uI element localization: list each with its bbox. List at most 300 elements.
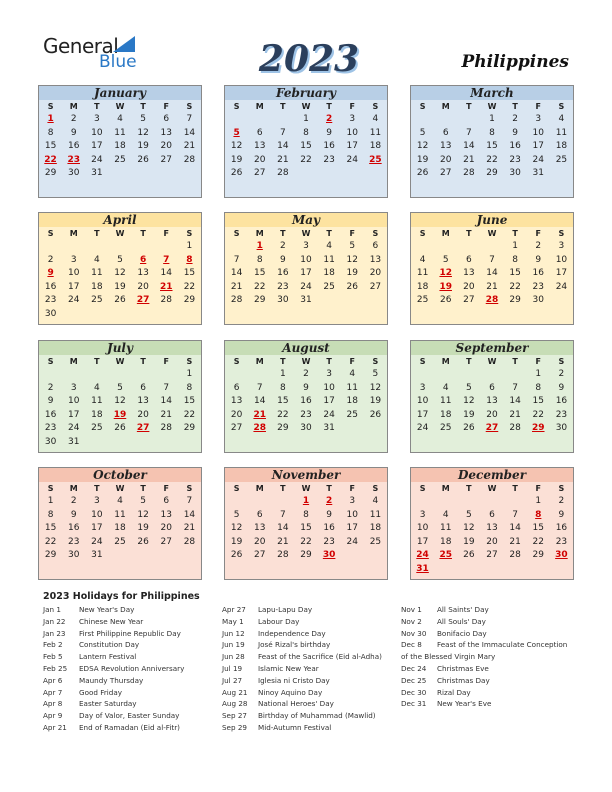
weekday-label: M <box>255 484 264 493</box>
holiday-name: Christmas Eve <box>437 663 489 673</box>
weekday-header <box>411 227 573 240</box>
empty-day-cell <box>411 113 434 127</box>
month-name: July <box>39 341 201 355</box>
day-cell: 1 <box>512 241 518 251</box>
holiday-day-cell: 21 <box>253 409 266 420</box>
day-cell: 26 <box>137 154 149 165</box>
day-cell: 4 <box>326 241 332 251</box>
weekday-label: F <box>349 102 355 111</box>
day-cell: 24 <box>346 536 358 547</box>
month-calendar <box>410 340 574 453</box>
weekday-label: T <box>512 357 518 366</box>
day-cell: 16 <box>323 523 335 534</box>
day-cell: 31 <box>67 436 80 447</box>
day-cell: 5 <box>140 114 146 124</box>
day-cell: 14 <box>509 523 521 534</box>
empty-day-cell <box>457 240 480 254</box>
weekday-header <box>225 355 387 368</box>
day-cell: 8 <box>303 509 309 520</box>
day-cell: 11 <box>323 254 335 265</box>
day-cell: 15 <box>509 268 521 279</box>
day-cell: 31 <box>91 550 103 561</box>
day-cell: 10 <box>91 509 103 520</box>
day-cell: 8 <box>186 382 193 393</box>
holiday-date: Dec 31 <box>401 699 427 709</box>
day-cell: 3 <box>70 382 77 393</box>
empty-day-cell <box>155 240 178 254</box>
weekday-label: W <box>115 102 125 111</box>
holiday-date: Jan 1 <box>43 605 61 614</box>
day-grid <box>225 368 387 436</box>
empty-day-cell <box>132 368 155 382</box>
weekday-label: M <box>441 229 450 238</box>
holiday-name: National Heroes' Day <box>258 699 334 709</box>
day-cell: 20 <box>137 409 149 420</box>
day-cell: 30 <box>509 168 521 179</box>
day-cell: 25 <box>416 295 429 306</box>
day-cell: 11 <box>369 509 382 520</box>
empty-day-cell <box>225 113 248 127</box>
day-cell: 15 <box>300 141 312 152</box>
day-cell: 22 <box>532 409 544 420</box>
holiday-row <box>222 604 402 616</box>
empty-day-cell <box>434 495 457 509</box>
day-cell: 3 <box>419 509 426 520</box>
day-cell: 13 <box>160 509 172 520</box>
day-cell: 10 <box>91 127 103 138</box>
day-cell: 10 <box>416 523 429 534</box>
day-cell: 8 <box>47 509 54 520</box>
holiday-day-cell: 19 <box>439 281 452 292</box>
day-cell: 11 <box>555 127 568 138</box>
day-cell: 30 <box>44 308 57 319</box>
year-title: 2023 <box>258 38 360 80</box>
weekday-label: W <box>487 484 497 493</box>
weekday-label: T <box>94 484 100 493</box>
day-cell: 24 <box>323 409 335 420</box>
day-cell: 26 <box>137 536 149 547</box>
weekday-label: S <box>47 229 54 238</box>
day-cell: 18 <box>91 409 103 420</box>
weekday-header <box>411 100 573 113</box>
day-cell: 4 <box>558 114 565 124</box>
day-cell: 12 <box>463 396 475 407</box>
weekday-label: F <box>163 484 169 493</box>
holiday-date: Jul 19 <box>222 663 243 673</box>
day-cell: 27 <box>253 550 266 561</box>
day-cell: 20 <box>463 281 475 292</box>
day-cell: 18 <box>439 409 452 420</box>
month-name: August <box>225 341 387 355</box>
day-cell: 24 <box>67 423 80 434</box>
weekday-label: F <box>349 357 355 366</box>
day-cell: 13 <box>369 254 382 265</box>
day-grid <box>225 240 387 308</box>
month-name: December <box>411 468 573 482</box>
weekday-label: W <box>487 229 497 238</box>
holiday-row <box>43 698 223 710</box>
day-cell: 4 <box>372 114 379 124</box>
weekday-label: S <box>419 357 426 366</box>
day-cell: 8 <box>256 254 263 265</box>
holiday-name: Lapu-Lapu Day <box>258 605 313 614</box>
day-cell: 14 <box>509 396 521 407</box>
month-calendar <box>410 467 574 580</box>
day-cell: 14 <box>160 396 172 407</box>
weekday-label: M <box>441 484 450 493</box>
holiday-name: Day of Valor, Easter Sunday <box>79 711 180 721</box>
holiday-row <box>222 639 402 651</box>
day-cell: 1 <box>489 114 495 124</box>
weekday-label: T <box>140 484 146 493</box>
day-cell: 20 <box>486 536 498 547</box>
holiday-day-cell: 27 <box>136 423 150 434</box>
holiday-day-cell: 2 <box>326 496 333 506</box>
weekday-label: F <box>349 229 355 238</box>
day-cell: 21 <box>230 281 243 292</box>
day-cell: 13 <box>486 523 498 534</box>
day-cell: 23 <box>277 281 289 292</box>
holiday-day-cell: 23 <box>67 154 80 165</box>
empty-day-cell <box>411 240 434 254</box>
day-cell: 14 <box>230 268 243 279</box>
day-cell: 14 <box>486 268 498 279</box>
weekday-label: W <box>487 102 497 111</box>
empty-day-cell <box>434 368 457 382</box>
day-cell: 30 <box>67 550 80 561</box>
holiday-row <box>43 675 223 687</box>
day-cell: 19 <box>137 523 149 534</box>
day-cell: 19 <box>416 154 429 165</box>
weekday-label: T <box>466 102 472 111</box>
holiday-row <box>222 616 402 628</box>
weekday-label: W <box>301 229 311 238</box>
holiday-date: Aug 28 <box>222 699 248 709</box>
weekday-label: W <box>115 357 125 366</box>
day-cell: 18 <box>439 536 452 547</box>
day-cell: 27 <box>253 168 266 179</box>
weekday-label: M <box>69 102 78 111</box>
day-cell: 24 <box>532 154 544 165</box>
month-calendar <box>38 212 202 325</box>
holiday-name: Lantern Festival <box>79 652 137 662</box>
day-cell: 26 <box>114 295 126 306</box>
empty-day-cell <box>155 368 178 382</box>
day-cell: 5 <box>442 254 449 265</box>
day-cell: 23 <box>509 154 521 165</box>
day-cell: 29 <box>183 295 196 306</box>
day-grid <box>411 113 573 181</box>
holiday-row <box>401 675 581 687</box>
day-cell: 25 <box>323 281 335 292</box>
day-cell: 21 <box>277 154 289 165</box>
weekday-label: W <box>301 102 311 111</box>
day-cell: 10 <box>346 127 358 138</box>
holiday-name: Islamic New Year <box>258 663 319 673</box>
holiday-date: Jan 23 <box>43 628 66 638</box>
weekday-header <box>225 227 387 240</box>
day-cell: 22 <box>300 154 312 165</box>
day-cell: 16 <box>323 141 335 152</box>
holiday-name: Independence Day <box>258 628 326 638</box>
day-cell: 15 <box>44 141 57 152</box>
day-cell: 24 <box>91 154 103 165</box>
holiday-date: Nov 2 <box>401 616 422 626</box>
day-cell: 8 <box>303 127 309 138</box>
weekday-label: T <box>512 484 518 493</box>
day-cell: 26 <box>463 550 475 561</box>
day-cell: 24 <box>67 295 80 306</box>
day-cell: 10 <box>346 509 358 520</box>
day-cell: 28 <box>160 295 172 306</box>
holiday-column <box>222 604 402 734</box>
day-cell: 18 <box>91 281 103 292</box>
day-cell: 20 <box>253 154 266 165</box>
holiday-name: Mid-Autumn Festival <box>258 722 332 732</box>
logo-text-general: General <box>43 34 119 58</box>
day-cell: 13 <box>439 141 452 152</box>
holiday-column <box>401 604 581 710</box>
holiday-date: Sep 27 <box>222 711 247 721</box>
day-cell: 22 <box>183 281 196 292</box>
day-cell: 18 <box>114 523 126 534</box>
day-cell: 8 <box>47 127 54 138</box>
holiday-row <box>43 663 223 675</box>
day-cell: 19 <box>114 281 126 292</box>
month-name: May <box>225 213 387 227</box>
day-cell: 17 <box>532 141 544 152</box>
weekday-label: T <box>94 102 100 111</box>
holiday-row <box>222 675 402 687</box>
weekday-label: M <box>255 357 264 366</box>
day-cell: 29 <box>509 295 521 306</box>
month-calendar <box>224 340 388 453</box>
day-cell: 1 <box>279 369 286 379</box>
day-cell: 7 <box>279 127 286 138</box>
day-cell: 18 <box>323 268 335 279</box>
weekday-label: T <box>326 102 332 111</box>
weekday-label: T <box>280 102 286 111</box>
day-cell: 21 <box>160 409 172 420</box>
day-cell: 6 <box>256 509 263 520</box>
day-cell: 12 <box>137 127 149 138</box>
holiday-date: Jul 27 <box>222 675 243 685</box>
day-cell: 24 <box>416 423 429 434</box>
weekday-label: M <box>69 357 78 366</box>
empty-day-cell <box>248 368 271 382</box>
day-cell: 20 <box>230 409 243 420</box>
day-cell: 15 <box>300 523 312 534</box>
day-cell: 26 <box>369 409 382 420</box>
weekday-header <box>39 227 201 240</box>
day-grid <box>225 113 387 181</box>
day-cell: 12 <box>137 509 149 520</box>
day-cell: 17 <box>91 141 103 152</box>
day-cell: 3 <box>326 369 332 379</box>
day-cell: 31 <box>91 168 103 179</box>
day-cell: 14 <box>277 523 289 534</box>
day-grid <box>39 113 201 181</box>
holiday-day-cell: 30 <box>322 550 336 561</box>
day-cell: 18 <box>114 141 126 152</box>
day-cell: 14 <box>463 141 475 152</box>
day-grid <box>411 368 573 436</box>
holiday-day-cell: 24 <box>416 550 429 561</box>
day-cell: 29 <box>44 168 57 179</box>
weekday-header <box>225 482 387 495</box>
day-cell: 23 <box>323 154 335 165</box>
day-cell: 31 <box>323 423 335 434</box>
empty-day-cell <box>434 240 457 254</box>
holiday-name: End of Ramadan (Eid al-Fitr) <box>79 722 180 732</box>
day-cell: 30 <box>555 423 568 434</box>
weekday-header <box>39 100 201 113</box>
day-cell: 22 <box>509 281 521 292</box>
day-cell: 9 <box>558 509 565 520</box>
day-cell: 29 <box>532 550 544 561</box>
weekday-label: M <box>441 102 450 111</box>
day-cell: 25 <box>91 295 103 306</box>
day-cell: 23 <box>555 409 568 420</box>
weekday-label: S <box>47 102 54 111</box>
day-cell: 3 <box>349 496 356 506</box>
day-cell: 7 <box>233 254 240 265</box>
day-cell: 26 <box>439 295 452 306</box>
day-cell: 5 <box>117 382 123 393</box>
day-cell: 9 <box>326 509 332 520</box>
day-cell: 16 <box>67 523 80 534</box>
day-cell: 29 <box>183 423 196 434</box>
day-cell: 13 <box>253 141 266 152</box>
day-cell: 5 <box>465 382 472 393</box>
day-cell: 24 <box>346 154 358 165</box>
day-cell: 25 <box>114 536 126 547</box>
day-cell: 20 <box>253 536 266 547</box>
day-cell: 6 <box>163 496 170 506</box>
weekday-header <box>39 355 201 368</box>
day-cell: 25 <box>439 423 452 434</box>
day-cell: 7 <box>512 509 518 520</box>
holiday-day-cell: 7 <box>163 254 170 265</box>
day-cell: 2 <box>47 382 54 393</box>
day-cell: 15 <box>183 268 196 279</box>
holiday-day-cell: 28 <box>485 295 499 306</box>
day-cell: 22 <box>277 409 289 420</box>
day-cell: 9 <box>558 382 565 393</box>
day-cell: 30 <box>300 423 312 434</box>
holiday-name: All Souls' Day <box>437 616 486 626</box>
day-cell: 12 <box>346 254 358 265</box>
empty-day-cell <box>480 495 503 509</box>
weekday-label: T <box>326 484 332 493</box>
day-cell: 21 <box>183 141 196 152</box>
holiday-day-cell: 25 <box>369 154 382 165</box>
holiday-date: Apr 7 <box>43 687 63 697</box>
day-cell: 4 <box>117 496 123 506</box>
weekday-label: M <box>69 484 78 493</box>
day-cell: 3 <box>70 254 77 265</box>
weekday-label: S <box>233 357 240 366</box>
holiday-date: Dec 25 <box>401 675 427 685</box>
holiday-date: Feb 5 <box>43 652 63 662</box>
month-calendar <box>38 340 202 453</box>
day-cell: 17 <box>416 536 429 547</box>
weekday-label: S <box>233 484 240 493</box>
day-cell: 2 <box>303 369 309 379</box>
day-cell: 11 <box>114 509 126 520</box>
holiday-date: Apr 9 <box>43 711 63 721</box>
holiday-row <box>43 687 223 699</box>
holiday-day-cell: 31 <box>416 563 429 574</box>
empty-day-cell <box>480 240 503 254</box>
day-cell: 30 <box>277 295 289 306</box>
holiday-day-cell: 27 <box>485 423 499 434</box>
holiday-day-cell: 12 <box>439 268 452 279</box>
holiday-row <box>401 687 581 699</box>
day-cell: 4 <box>117 114 123 124</box>
holiday-day-cell: 27 <box>136 295 150 306</box>
day-cell: 23 <box>44 423 57 434</box>
holiday-date: Apr 27 <box>222 605 246 614</box>
holiday-day-cell: 5 <box>233 127 240 138</box>
holiday-row <box>222 710 402 722</box>
day-cell: 5 <box>233 509 240 520</box>
empty-day-cell <box>225 368 248 382</box>
day-cell: 15 <box>183 396 196 407</box>
holiday-day-cell: 1 <box>256 241 263 251</box>
day-cell: 10 <box>555 254 568 265</box>
weekday-label: W <box>115 229 125 238</box>
weekday-label: W <box>487 357 497 366</box>
day-cell: 14 <box>183 509 196 520</box>
holiday-name: All Saints' Day <box>437 605 489 614</box>
day-cell: 1 <box>535 369 542 379</box>
day-cell: 9 <box>47 396 54 407</box>
day-cell: 10 <box>67 268 80 279</box>
weekday-label: T <box>94 357 100 366</box>
holiday-date: Jan 22 <box>43 616 66 626</box>
holiday-row <box>43 722 223 734</box>
weekday-label: S <box>372 484 379 493</box>
day-cell: 5 <box>117 254 123 265</box>
empty-day-cell <box>480 368 503 382</box>
day-cell: 29 <box>300 550 312 561</box>
holiday-row <box>401 639 581 651</box>
empty-day-cell <box>85 368 108 382</box>
day-cell: 11 <box>369 127 382 138</box>
day-cell: 4 <box>442 509 449 520</box>
day-cell: 15 <box>44 523 57 534</box>
day-cell: 23 <box>44 295 57 306</box>
day-cell: 16 <box>67 141 80 152</box>
country-name: Philippines <box>461 52 569 72</box>
day-cell: 6 <box>489 509 495 520</box>
month-name: September <box>411 341 573 355</box>
day-cell: 4 <box>93 382 100 393</box>
day-cell: 1 <box>47 496 54 506</box>
day-cell: 9 <box>279 254 286 265</box>
holiday-name: Constitution Day <box>79 640 140 650</box>
day-cell: 16 <box>555 523 568 534</box>
empty-day-cell <box>225 495 248 509</box>
day-cell: 30 <box>67 168 80 179</box>
day-cell: 22 <box>300 536 312 547</box>
holiday-day-cell: 2 <box>326 114 333 124</box>
empty-day-cell <box>108 240 131 254</box>
empty-day-cell <box>248 113 271 127</box>
holiday-date: Apr 21 <box>43 722 67 732</box>
day-cell: 9 <box>303 382 309 393</box>
